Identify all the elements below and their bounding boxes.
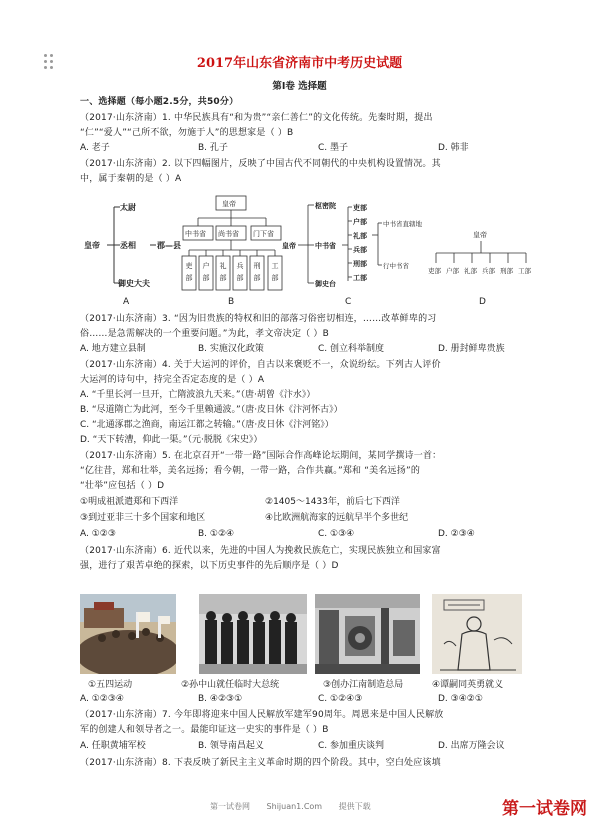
- diagram-b-menxia: 门下省: [253, 230, 274, 238]
- diagram-b-dept-char: 部: [185, 274, 193, 282]
- diagram-b-dept-char: 吏: [185, 262, 193, 270]
- diagram-c-dept: 兵部: [353, 246, 367, 254]
- footer-site-name: 第一试卷网: [210, 802, 250, 811]
- diagram-a-yushi: 御史大夫: [118, 279, 150, 288]
- q5-option-b: B. ①②④: [198, 529, 235, 539]
- part-heading: 一、选择题（每小题2.5分，共50分）: [80, 97, 239, 107]
- q7-option-d: D. 出席万隆会议: [438, 741, 505, 751]
- diagram-a-taiwei: 太尉: [120, 203, 136, 212]
- diagram-b-dept-char: 工: [271, 262, 279, 270]
- diagram-c-zhongshu: 中书省: [315, 242, 336, 250]
- diagram-d-emperor: 皇帝: [473, 231, 487, 239]
- diagram-b-dept-char: 部: [202, 274, 210, 282]
- diagram-label-b: B: [228, 297, 235, 307]
- diagram-d-dept: 户部: [446, 267, 459, 275]
- photo-caption-3: ③创办江南制造总局: [323, 680, 404, 690]
- diagram-d-dept: 工部: [518, 267, 531, 275]
- brand-logo: 第一试卷网: [502, 799, 587, 819]
- diagram-a-junxian: 郡—县: [157, 241, 181, 250]
- diagram-d-ming: [428, 225, 534, 285]
- diagram-c-dept: 户部: [353, 218, 367, 226]
- question-4-line-2: 大运河的诗句中，持完全否定态度的是（ ）A: [80, 375, 265, 385]
- diagram-label-a: A: [123, 297, 130, 307]
- photo-may-fourth: [80, 594, 176, 674]
- question-5-line-3: “壮举”应包括（ ）D: [80, 481, 165, 491]
- q6-option-c: C. ①②④③: [318, 694, 363, 704]
- diagram-label-d: D: [479, 297, 486, 307]
- diagram-c-zhixiadi: 中书省直辖地: [383, 220, 422, 228]
- q5-option-d: D. ②③④: [438, 529, 475, 539]
- photo-caption-2: ②孙中山就任临时大总统: [181, 680, 280, 690]
- diagram-b-tang: [180, 194, 284, 294]
- question-6-line-2: 强，进行了艰苦卓绝的探索，以下历史事件的先后顺序是（ ）D: [80, 561, 339, 571]
- diagram-c-shumiyuan: 枢密院: [315, 202, 336, 210]
- question-3-line-1: （2017·山东济南）3. “因为旧贵族的特权和旧的部落习俗密切相连，……改革鲜卑的习: [80, 314, 437, 324]
- photo-tan-sitong: [432, 594, 522, 674]
- question-4-line-1: （2017·山东济南）4. 关于大运河的评价，自古以来褒贬不一，众说纷纭。下列古人评价: [80, 360, 441, 370]
- question-1-line-2: “仁”“爱人”“己所不欲，勿施于人”的思想家是（ ）B: [80, 128, 294, 138]
- section-heading: 第Ⅰ卷 选择题: [272, 81, 327, 92]
- diagram-c-emperor: 皇帝: [282, 242, 296, 250]
- q1-option-d: D. 韩非: [438, 143, 469, 153]
- q4-option-b: B. “尽道隋亡为此河，至今千里赖通波。”（唐·皮日休《汴河怀古》）: [80, 405, 343, 415]
- q1-option-b: B. 孔子: [198, 143, 228, 153]
- q3-option-d: D. 册封鲜卑贵族: [438, 344, 505, 354]
- diagram-b-dept-char: 兵: [236, 262, 244, 270]
- page-footer: [210, 801, 385, 812]
- diagram-a-emperor: 皇帝: [84, 241, 100, 250]
- q5-statement-2: ②1405～1433年，前后七下西洋: [265, 497, 400, 507]
- q7-option-b: B. 领导南昌起义: [198, 741, 264, 751]
- q4-option-d: D. “天下转漕，仰此一渠。”（元·脱脱《宋史》）: [80, 435, 263, 445]
- q5-statement-1: ①明成祖派遣郑和下西洋: [80, 497, 179, 507]
- question-6-line-1: （2017·山东济南）6. 近代以来，先进的中国人为挽救民族危亡，实现民族独立和国家富: [80, 546, 441, 556]
- q3-option-c: C. 创立科举制度: [318, 344, 385, 354]
- diagram-a-qin: [82, 195, 186, 290]
- question-1-line-1: （2017·山东济南）1. 中华民族具有“和为贵”“亲仁善仁”的文化传统。先秦时期，提出: [80, 113, 433, 123]
- question-3-line-2: 俗……是急需解决的一个重要问题。”为此，孝文帝决定（ ）B: [80, 329, 329, 339]
- diagram-b-emperor: 皇帝: [222, 200, 236, 208]
- question-7-line-1: （2017·山东济南）7. 今年即将迎来中国人民解放军建军90周年。周恩来是中国人民解放: [80, 710, 444, 720]
- diagram-c-dept: 工部: [353, 274, 367, 282]
- q5-option-c: C. ①③④: [318, 529, 355, 539]
- photo-caption-4: ④谭嗣同英勇就义: [432, 680, 504, 690]
- q5-option-a: A. ①②③: [80, 529, 116, 539]
- q1-option-c: C. 墨子: [318, 143, 349, 153]
- diagram-b-dept-char: 部: [219, 274, 227, 282]
- diagram-b-dept-char: 部: [271, 274, 279, 282]
- footer-download-text: 提供下载: [338, 802, 371, 811]
- photo-sun-yatsen: [199, 594, 307, 674]
- question-5-line-2: “亿往昔，郑和壮举，美名远扬；看今朝，一带一路，合作共赢。”郑和 “美名远扬”的: [80, 466, 421, 476]
- q7-option-c: C. 参加重庆谈判: [318, 741, 385, 751]
- diagram-d-dept: 礼部: [464, 267, 477, 275]
- diagram-b-dept-char: 部: [253, 274, 261, 282]
- q3-option-a: A. 地方建立县制: [80, 344, 146, 354]
- diagram-d-dept: 吏部: [428, 267, 441, 275]
- q7-option-a: A. 任职黄埔军校: [80, 741, 146, 751]
- diagram-b-dept-char: 礼: [219, 262, 227, 270]
- q6-option-a: A. ①②③④: [80, 694, 124, 704]
- q1-option-a: A. 老子: [80, 143, 110, 153]
- question-2-line-1: （2017·山东济南）2. 以下四幅图片，反映了中国古代不同朝代的中央机构设置情况。其: [80, 159, 441, 169]
- photo-caption-1: ①五四运动: [88, 680, 133, 690]
- question-7-line-2: 军的创建人和领导者之一。最能印证这一史实的事件是（ ）B: [80, 725, 329, 735]
- q4-option-c: C. “北通涿郡之渔商，南运江都之转输。”（唐·皮日休《汴河铭》）: [80, 420, 334, 430]
- diagram-d-dept: 刑部: [500, 267, 513, 275]
- diagram-c-dept: 礼部: [353, 232, 367, 240]
- question-8-line-1: （2017·山东济南）8. 下表反映了新民主主义革命时期的四个阶段。其中，空白处应该填: [80, 758, 441, 768]
- question-2-line-2: 中，属于秦朝的是（ ）A: [80, 174, 182, 184]
- diagram-b-dept-char: 部: [236, 274, 244, 282]
- diagram-d-dept: 兵部: [482, 267, 495, 275]
- page-title: 2017年山东省济南市中考历史试题: [196, 56, 403, 71]
- diagram-b-shangshu: 尚书省: [218, 230, 239, 238]
- diagram-a-chengxiang: 丞相: [120, 241, 136, 250]
- photo-jiangnan-arsenal: [315, 594, 420, 674]
- diagram-c-yushitai: 御史台: [315, 280, 336, 288]
- q6-option-d: D. ③④②①: [438, 694, 483, 704]
- diagram-c-dept: 刑部: [353, 260, 367, 268]
- question-5-line-1: （2017·山东济南）5. 在北京召开“一带一路”国际合作高峰论坛期间，某同学撰诗一首：: [80, 451, 442, 461]
- diagram-c-xingsheng: 行中书省: [383, 262, 409, 270]
- q3-option-b: B. 实施汉化政策: [198, 344, 264, 354]
- diagram-label-c: C: [345, 297, 352, 307]
- q5-statement-4: ④比欧洲航海家的远航早半个多世纪: [265, 513, 409, 523]
- diagram-b-zhongshu: 中书省: [185, 230, 206, 238]
- q5-statement-3: ③到过亚非三十多个国家和地区: [80, 513, 206, 523]
- q4-option-a: A. “千里长河一旦开，亡隋波浪九天来。”（唐·胡曾《汴水》）: [80, 390, 316, 400]
- diagram-c-dept: 吏部: [353, 204, 367, 212]
- diagram-c-yuan: [282, 195, 432, 295]
- diagram-b-dept-char: 户: [202, 262, 210, 270]
- q6-option-b: B. ④②③①: [198, 694, 243, 704]
- diagram-b-dept-char: 刑: [253, 262, 261, 270]
- footer-site-url[interactable]: Shijuan1.Com: [266, 802, 323, 811]
